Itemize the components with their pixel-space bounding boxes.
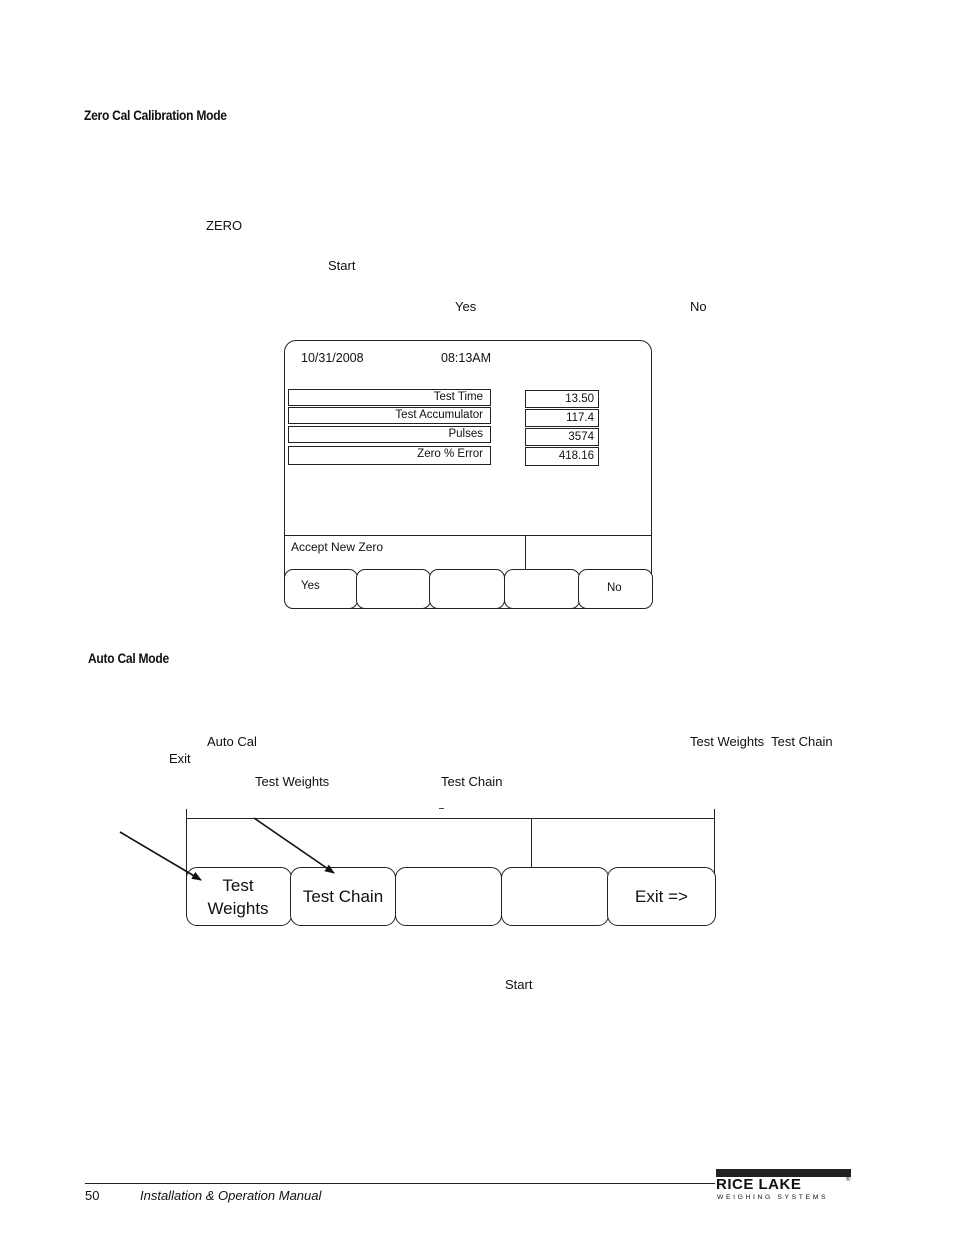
arrow-to-test-weights: [120, 832, 201, 880]
label-zero-error: Zero % Error: [288, 446, 491, 465]
logo-wordmark: RICE LAKE: [716, 1176, 802, 1193]
keyword-start: Start: [328, 258, 356, 273]
keyword-zero: ZERO: [206, 218, 243, 233]
keyword-test-weights-chain: Test Weights Test Chain: [690, 734, 833, 749]
softkey-no-label: No: [607, 582, 622, 594]
value-test-accumulator: 117.4: [525, 409, 599, 427]
keyword-no: No: [690, 299, 707, 314]
value-zero-error: 418.16: [525, 447, 599, 466]
logo-subtitle: WEIGHING SYSTEMS: [717, 1194, 829, 1201]
prompt-accept-new-zero: Accept New Zero: [291, 540, 384, 554]
screen-time: 08:13AM: [441, 351, 492, 365]
page-number: 50: [85, 1188, 100, 1203]
keyword-auto-cal: Auto Cal: [207, 734, 257, 749]
rice-lake-logo: [716, 1169, 851, 1203]
label-test-time: Test Time: [288, 389, 491, 406]
screen-date: 10/31/2008: [301, 351, 364, 365]
keyword-start-2: Start: [505, 977, 533, 992]
arrow-to-test-chain: [254, 818, 334, 873]
softkey-test-chain-label: Test Chain: [302, 887, 384, 906]
footer-rule: [85, 1183, 715, 1184]
value-test-time: 13.50: [525, 390, 599, 408]
keyword-test-chain: Test Chain: [441, 774, 503, 789]
value-pulses: 3574: [525, 428, 599, 446]
label-pulses: Pulses: [288, 426, 491, 443]
softkey-yes-label: Yes: [301, 580, 320, 592]
section-heading-auto-cal: Auto Cal Mode: [88, 650, 169, 666]
section-heading-zero-cal: Zero Cal Calibration Mode: [84, 107, 227, 123]
manual-title: Installation & Operation Manual: [140, 1188, 322, 1203]
keyword-yes: Yes: [455, 299, 477, 314]
softkey-exit-label: Exit =>: [635, 887, 688, 906]
keyword-exit: Exit: [169, 751, 191, 766]
softkey-test-weights-label: Test Weights: [207, 875, 269, 918]
logo-registered-mark: ®: [846, 1177, 851, 1183]
label-test-accumulator: Test Accumulator: [288, 407, 491, 424]
keyword-test-weights: Test Weights: [255, 774, 330, 789]
